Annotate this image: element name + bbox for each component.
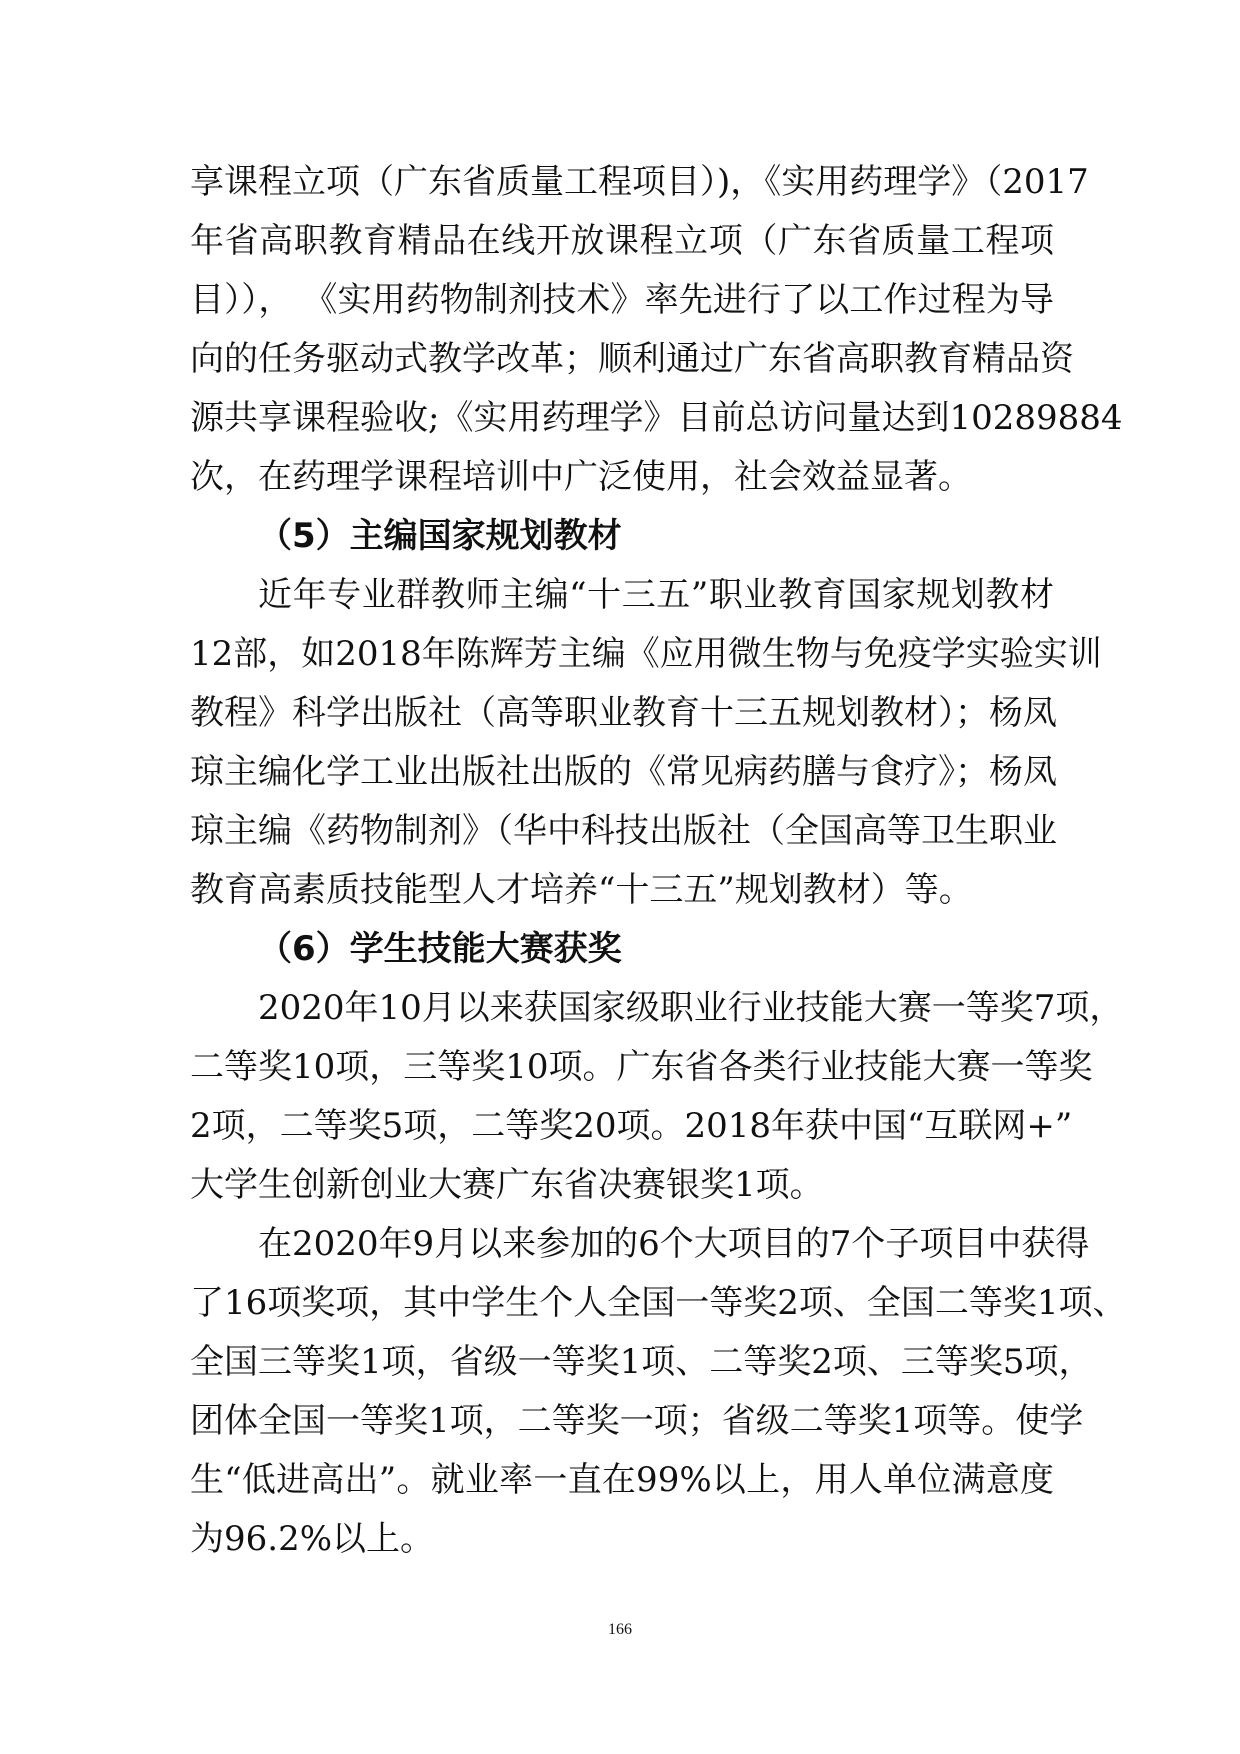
text-line-8: 近年专业群教师主编“十三五”职业教育国家规划教材 bbox=[258, 575, 1054, 615]
page-number: 166 bbox=[608, 1621, 632, 1638]
text-line-13: 教育高素质技能型人才培养“十三五”规划教材）等。 bbox=[190, 870, 973, 910]
text-line-9: 12部，如2018年陈辉芳主编《应用微生物与免疫学实验实训 bbox=[190, 634, 1102, 674]
text-line-19: 在2020年9月以来参加的6个大项目的7个子项目中获得 bbox=[258, 1224, 1090, 1264]
text-line-12: 琼主编《药物制剂》（华中科技出版社（全国高等卫生职业 bbox=[190, 811, 1057, 851]
text-line-23: 生“低进高出”。就业率一直在99%以上，用人单位满意度 bbox=[190, 1460, 1054, 1500]
text-line-10: 教程》科学出版社（高等职业教育十三五规划教材）；杨凤 bbox=[190, 693, 1057, 733]
text-line-15: 2020年10月以来获国家级职业行业技能大赛一等奖7项， bbox=[258, 988, 1124, 1028]
text-line-1: 享课程立项（广东省质量工程项目）)，《实用药理学》（2017 bbox=[190, 162, 1089, 202]
text-line-11: 琼主编化学工业出版社出版的《常见病药膳与食疗》；杨凤 bbox=[190, 752, 1057, 792]
text-line-4: 向的任务驱动式教学改革；顺利通过广东省高职教育精品资 bbox=[190, 339, 1074, 379]
text-line-22: 团体全国一等奖1项，二等奖一项；省级二等奖1项等。使学 bbox=[190, 1401, 1084, 1441]
section-heading-6: （6）学生技能大赛获奖 bbox=[258, 929, 622, 969]
text-line-17: 2项，二等奖5项，二等奖20项。2018年获中国“互联网+” bbox=[190, 1106, 1073, 1146]
text-line-21: 全国三等奖1项，省级一等奖1项、二等奖2项、三等奖5项， bbox=[190, 1342, 1093, 1382]
text-line-5: 源共享课程验收;《实用药理学》目前总访问量达到10289884 bbox=[190, 398, 1123, 438]
text-line-16: 二等奖10项，三等奖10项。广东省各类行业技能大赛一等奖 bbox=[190, 1047, 1093, 1087]
section-heading-5: （5）主编国家规划教材 bbox=[258, 516, 622, 556]
text-line-6: 次，在药理学课程培训中广泛使用，社会效益显著。 bbox=[190, 457, 972, 497]
text-line-2: 年省高职教育精品在线开放课程立项（广东省质量工程项 bbox=[190, 221, 1054, 261]
text-line-18: 大学生创新创业大赛广东省决赛银奖1项。 bbox=[190, 1165, 824, 1205]
text-line-3: 目））， 《实用药物制剂技术》率先进行了以工作过程为导 bbox=[190, 280, 1054, 320]
text-line-20: 了16项奖项，其中学生个人全国一等奖2项、全国二等奖1项、 bbox=[190, 1283, 1127, 1323]
text-line-24: 为96.2%以上。 bbox=[190, 1519, 435, 1559]
